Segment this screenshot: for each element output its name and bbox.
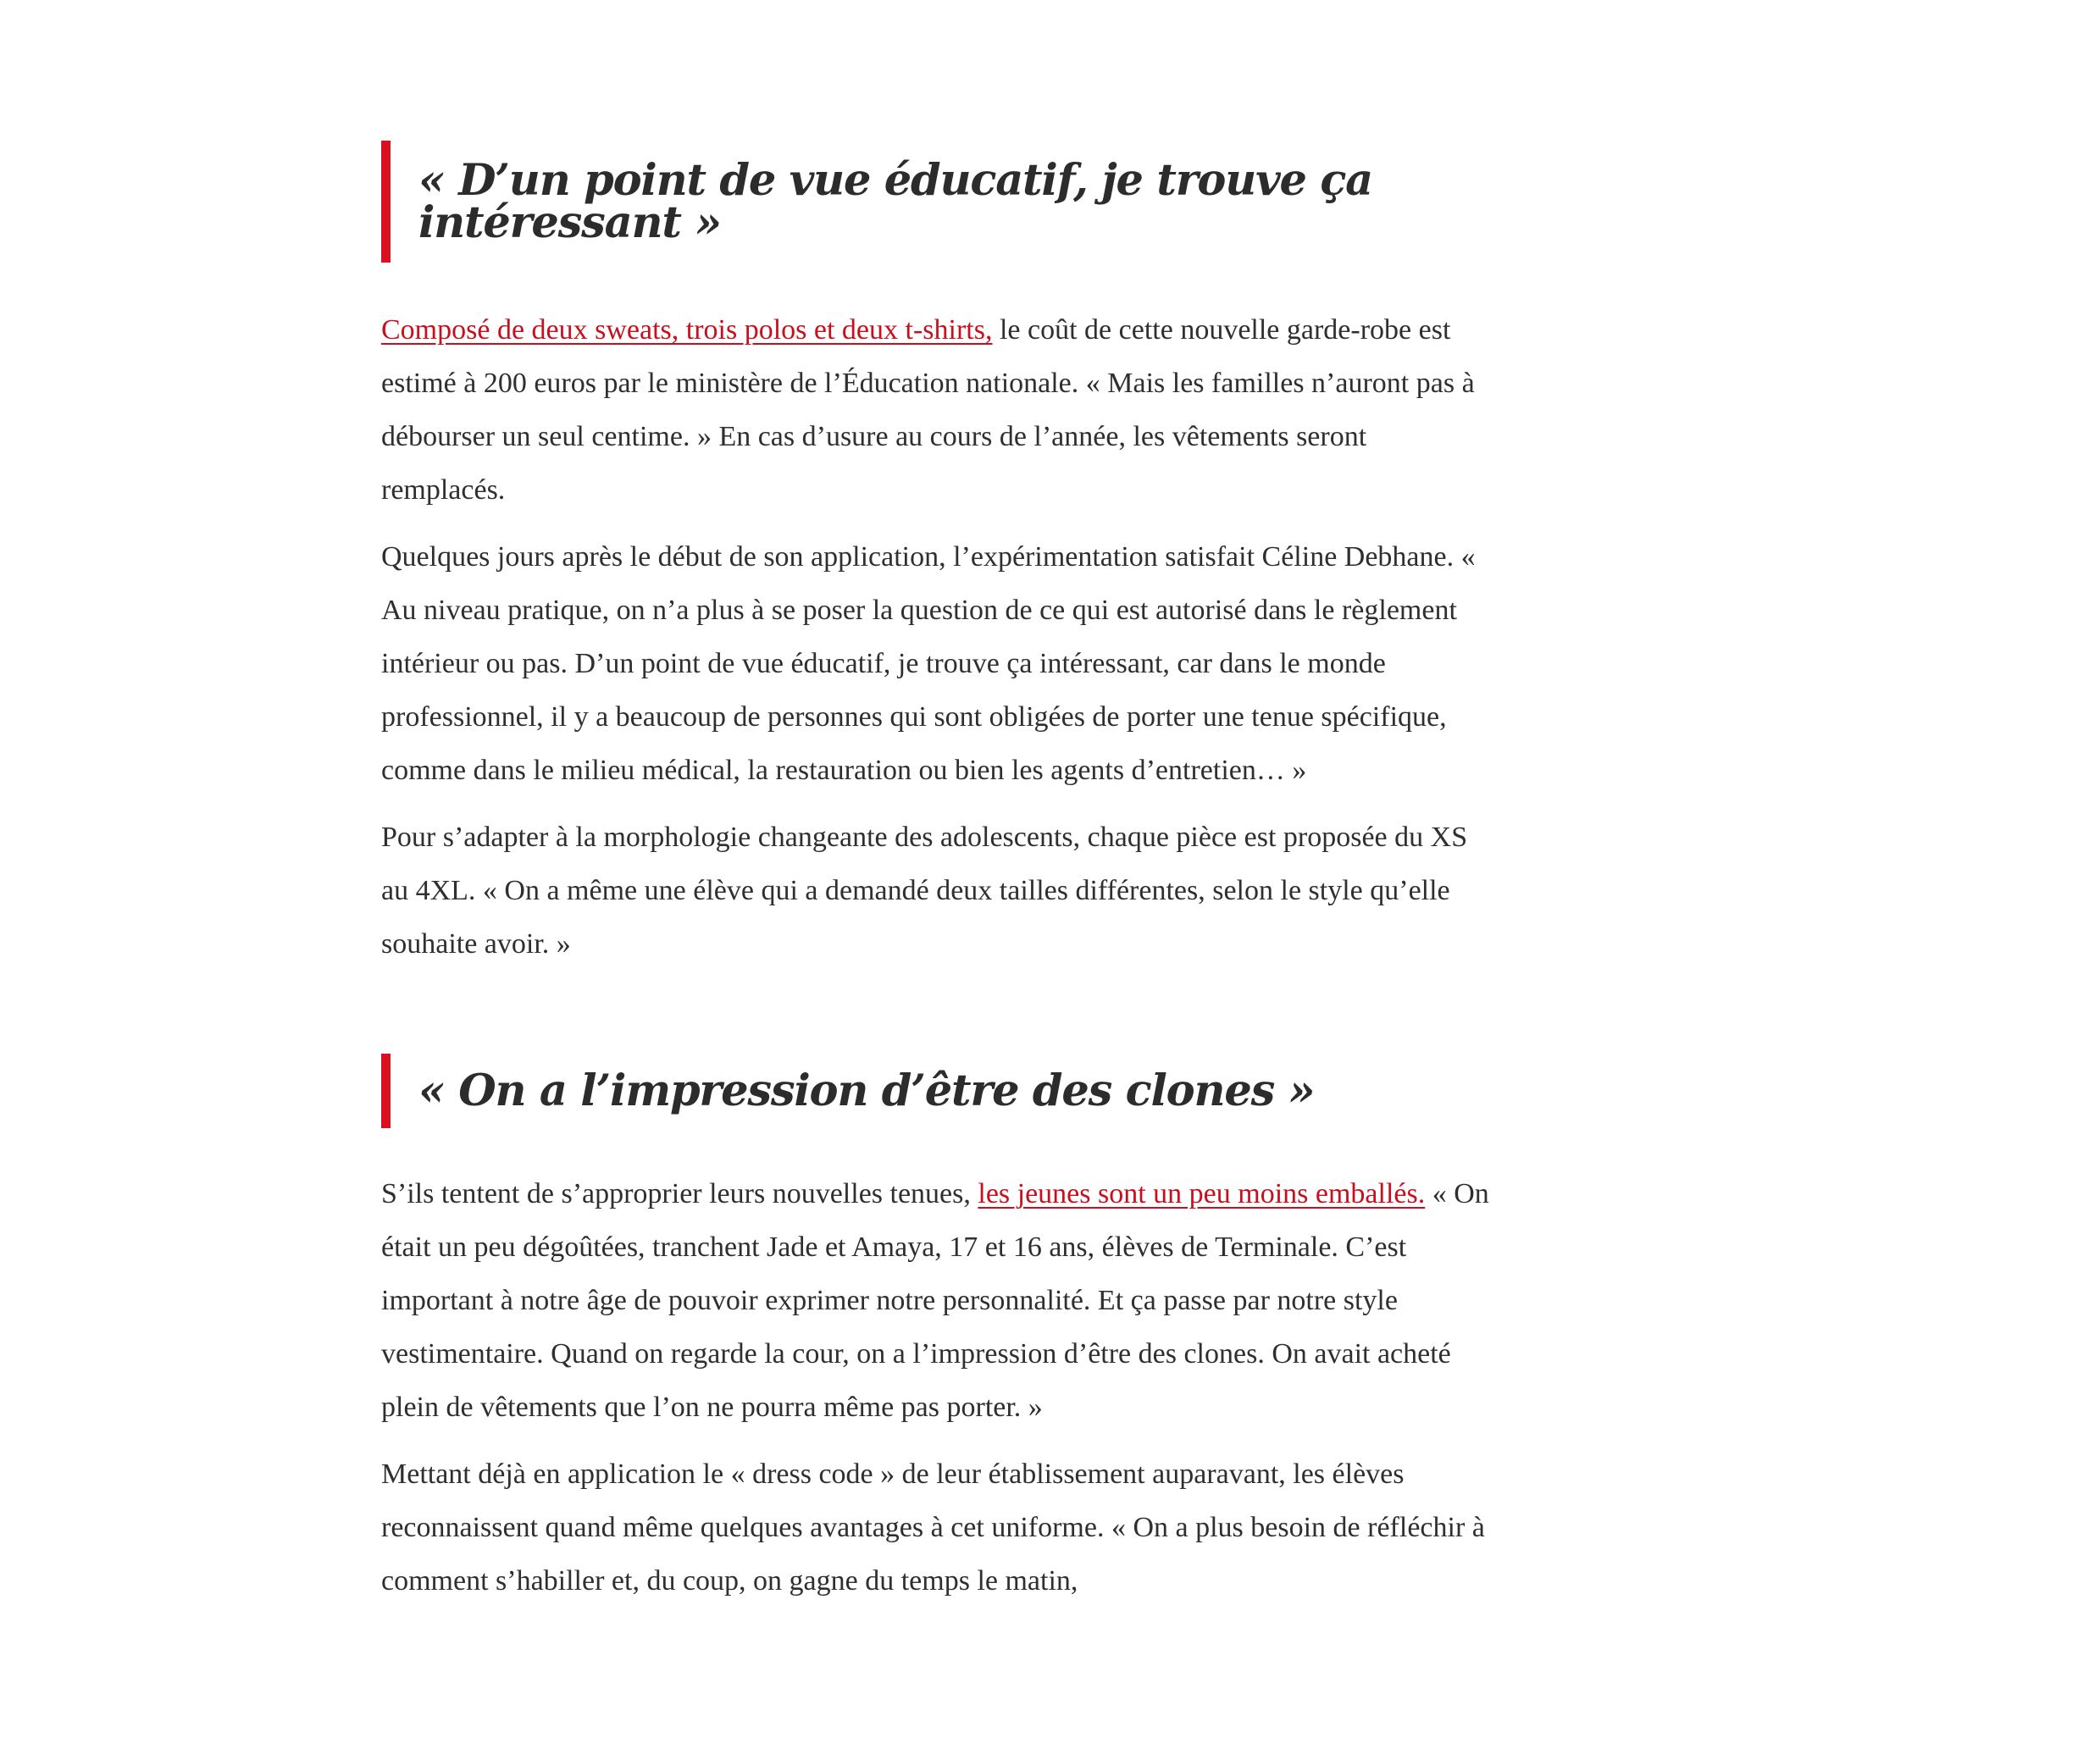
paragraph-jeunes-emballes: [381, 1167, 1491, 1434]
paragraph-morphologie: Pour s’adapter à la morphologie changeante des adolescents, chaque pièce est proposée du XS au 4XL. « On a même une élève qui a demandé deux tailles différentes, selon le style qu’elle souhaite avoir. »: [381, 822, 1468, 960]
section-heading-educatif: « D’un point de vue éducatif, je trouve ça intéressant »: [381, 141, 1491, 263]
link-jeunes-moins-emballes[interactable]: les jeunes sont un peu moins emballés.: [978, 1178, 1426, 1209]
article-body: [381, 141, 1491, 1608]
paragraph-dress-code: Mettant déjà en application le « dress code » de leur établissement auparavant, les élèves reconnaissent quand même quelques avantages à cet uniforme. « On a plus besoin de réfléchir à comment s’habiller et, du coup, on gagne du temps le matin,: [381, 1458, 1485, 1597]
paragraph-cout-garde-robe: [381, 303, 1491, 517]
link-compose-sweats[interactable]: Composé de deux sweats, trois polos et deux t-shirts,: [381, 314, 993, 346]
paragraph-text: S’ils tentent de s’approprier leurs nouvelles tenues,: [381, 1178, 978, 1209]
paragraph-celine-debhane: Quelques jours après le début de son application, l’expérimentation satisfait Céline Debhane. « Au niveau pratique, on n’a plus à se poser la question de ce qui est autorisé dans le règlement intérieur ou pas. D’un point de vue éducatif, je trouve ça intéressant, car dans le monde professionnel, il y a beaucoup de personnes qui sont obligées de porter une tenue spécifique, comme dans le milieu médical, la restauration ou bien les agents d’entretien… »: [381, 541, 1476, 786]
paragraph-text: le coût de cette nouvelle garde-robe est estimé à 200 euros par le ministère de l’Éducation nationale. « Mais les familles n’auront pas à débourser un seul centime. » En cas d’usure au cours de l’année, les vêtements seront remplacés.: [381, 314, 1475, 506]
section-heading-clones: « On a l’impression d’être des clones »: [381, 1054, 1491, 1128]
paragraph-text: « On était un peu dégoûtées, tranchent Jade et Amaya, 17 et 16 ans, élèves de Terminale. C’est important à notre âge de pouvoir exprimer notre personnalité. Et ça passe par notre style vestimentaire. Quand on regarde la cour, on a l’impression d’être des clones. On avait acheté plein de vêtements que l’on ne pourra même pas porter. »: [381, 1178, 1489, 1423]
